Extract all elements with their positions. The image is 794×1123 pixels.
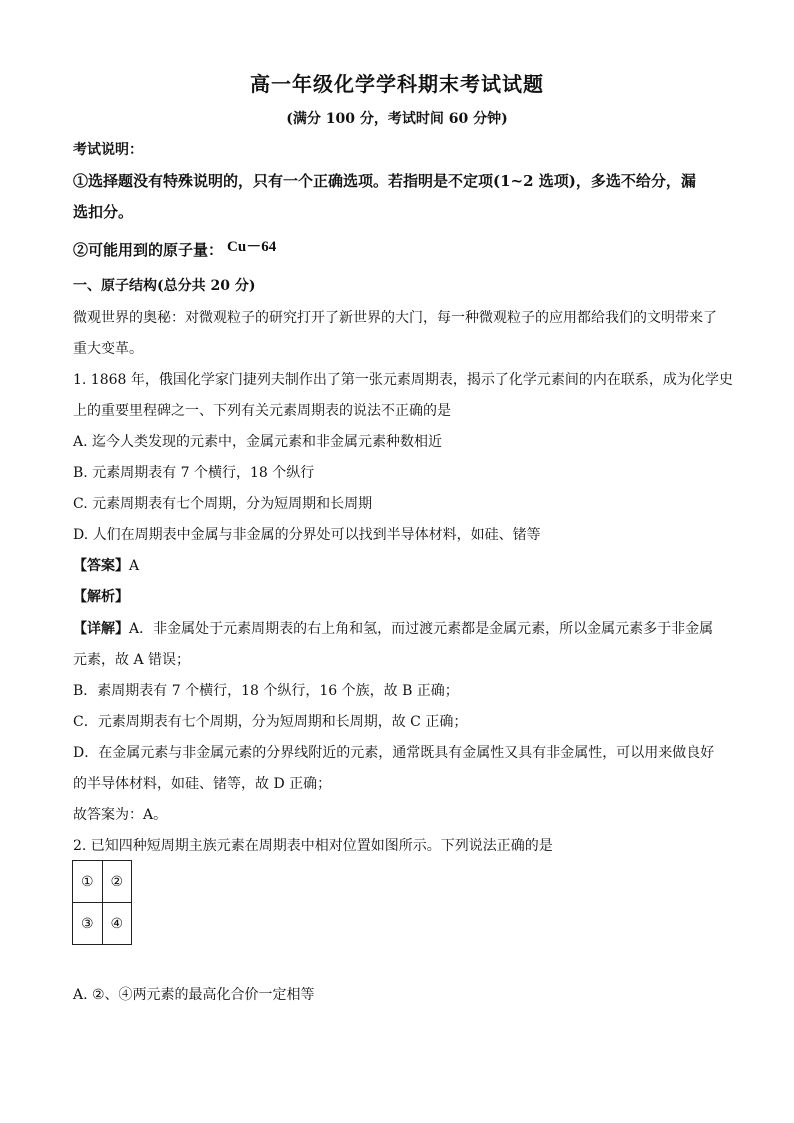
atomic-mass-value: Cu－64 <box>227 239 277 255</box>
q2-option-a: A. ②、④两元素的最高化合价一定相等 <box>73 987 315 1003</box>
q1-option-c: C. 元素周期表有七个周期，分为短周期和长周期 <box>73 496 373 512</box>
q1-detail-b: B．素周期表有 7 个横行，18 个纵行，16 个族，故 B 正确； <box>73 683 459 699</box>
q1-detail-a-line-2: 元素，故 A 错误； <box>73 652 191 668</box>
q1-answer <box>73 556 733 576</box>
q1-option-b: B. 元素周期表有 7 个横行，18 个纵行 <box>73 465 315 481</box>
q1-stem-line-1: 1. 1868 年，俄国化学家门捷列夫制作出了第一张元素周期表，揭示了化学元素间的内在联系，成为化学史 <box>73 372 733 388</box>
q1-option-a: A. 迄今人类发现的元素中，金属元素和非金属元素种数相近 <box>73 434 443 450</box>
instruction-2 <box>73 240 733 261</box>
q1-detail-d-line-2: 的半导体材料，如硅、锗等，故 D 正确； <box>73 776 332 792</box>
intro-line-1: 微观世界的奥秘：对微观粒子的研究打开了新世界的大门，每一种微观粒子的应用都给我们的文明带来了 <box>73 310 717 326</box>
grid-cell-4: ④ <box>102 903 132 945</box>
page-subtitle: (满分 100 分，考试时间 60 分钟) <box>286 111 508 127</box>
analysis-tag: 【解析】 <box>73 589 129 605</box>
detail-tag: 【详解】 <box>73 621 129 637</box>
page-title: 高一年级化学学科期末考试试题 <box>250 72 544 96</box>
section-heading: 一、原子结构(总分共 20 分) <box>73 278 256 294</box>
q1-detail-c: C．元素周期表有七个周期，分为短周期和长周期，故 C 正确； <box>73 714 468 730</box>
q1-detail-d-line-1: D．在金属元素与非金属元素的分界线附近的元素，通常既具有金属性又具有非金属性，可以用来做良好 <box>73 745 715 761</box>
q1-stem-line-2: 上的重要里程碑之一、下列有关元素周期表的说法不正确的是 <box>73 403 451 419</box>
grid-cell-1: ① <box>73 861 103 903</box>
instructions-heading: 考试说明： <box>73 142 143 158</box>
q1-option-d: D. 人们在周期表中金属与非金属的分界处可以找到半导体材料，如硅、锗等 <box>73 527 541 543</box>
answer-value: A <box>129 558 140 574</box>
instruction-1-line-1: ①选择题没有特殊说明的，只有一个正确选项。若指明是不定项(1~2 选项)，多选不给分，漏 <box>73 172 696 190</box>
q1-conclusion: 故答案为：A。 <box>73 807 168 823</box>
instruction-1-line-2: 选扣分。 <box>73 203 134 221</box>
q1-detail-a-line-1 <box>73 619 733 639</box>
intro-line-2: 重大变革。 <box>73 341 143 357</box>
grid-cell-3: ③ <box>73 903 103 945</box>
answer-tag: 【答案】 <box>73 558 129 574</box>
q2-stem: 2. 已知四种短周期主族元素在周期表中相对位置如图所示。下列说法正确的是 <box>73 838 553 854</box>
detail-a-text: A．非金属处于元素周期表的右上角和氢，而过渡元素都是金属元素，所以金属元素多于非金属 <box>129 621 714 637</box>
instruction-2-label: ②可能用到的原子量： <box>73 241 224 259</box>
grid-cell-2: ② <box>102 861 132 903</box>
periodic-position-grid <box>72 860 132 945</box>
